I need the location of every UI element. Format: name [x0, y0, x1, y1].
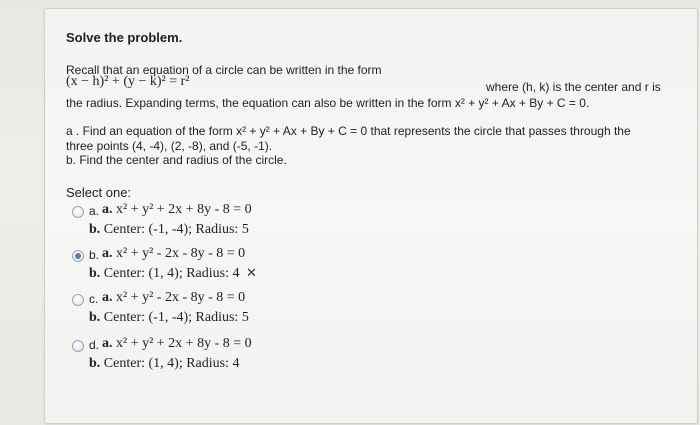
question-intro-where: where (h, k) is the center and r is [486, 80, 661, 94]
option-center-radius [89, 266, 257, 282]
question-part-b: b. Find the center and radius of the circle. [66, 153, 287, 167]
option-letter: d. [89, 338, 100, 352]
option-letter: c. [89, 292, 99, 306]
question-part-a-line2: three points (4, -4), (2, -8), and (-5, -1). [66, 139, 273, 153]
radio-option-d[interactable] [72, 340, 84, 352]
equation-text: x² + y² - 2x - 8y - 8 = 0 [116, 290, 246, 305]
question-title: Solve the problem. [66, 30, 183, 45]
option-equation [102, 246, 245, 262]
radio-option-c[interactable] [72, 294, 84, 306]
option-letter: a. [89, 204, 100, 218]
equation-text: x² + y² + 2x + 8y - 8 = 0 [116, 336, 252, 351]
select-one-label: Select one: [66, 185, 132, 200]
option-center-radius [89, 310, 249, 326]
close-icon: ✕ [246, 266, 257, 281]
equation-text: x² + y² + 2x + 8y - 8 = 0 [116, 202, 252, 217]
option-equation [102, 336, 252, 352]
center-radius-text: Center: (1, 4); Radius: 4 [103, 356, 240, 371]
part-b-prefix: b. [89, 310, 101, 325]
center-radius-text: Center: (-1, -4); Radius: 5 [103, 310, 249, 325]
question-part-a-line1: a . Find an equation of the form x² + y² + Ax + By + C = 0 that represents the circle that passes through the [66, 124, 631, 138]
radio-option-a[interactable] [72, 206, 84, 218]
option-equation [102, 290, 245, 306]
part-b-prefix: b. [89, 222, 101, 237]
option-equation [102, 202, 252, 218]
circle-formula: (x − h)² + (y − k)² = r² [66, 74, 190, 89]
center-radius-text: Center: (1, 4); Radius: 4 [103, 266, 240, 281]
part-a-prefix: a. [102, 246, 113, 261]
part-a-prefix: a. [102, 202, 113, 217]
part-a-prefix: a. [102, 336, 113, 351]
part-a-prefix: a. [102, 290, 113, 305]
option-center-radius [89, 222, 249, 238]
question-intro-line3: the radius. Expanding terms, the equation can also be written in the form x² + y² + Ax + By + C = 0. [66, 96, 590, 110]
radio-option-b[interactable] [72, 250, 84, 262]
part-b-prefix: b. [89, 356, 101, 371]
option-center-radius [89, 356, 240, 372]
part-b-prefix: b. [89, 266, 101, 281]
equation-text: x² + y² - 2x - 8y - 8 = 0 [116, 246, 246, 261]
question-intro-line1: Recall that an equation of a circle can be written in the form [66, 63, 382, 77]
option-letter: b. [89, 248, 100, 262]
center-radius-text: Center: (-1, -4); Radius: 5 [103, 222, 249, 237]
